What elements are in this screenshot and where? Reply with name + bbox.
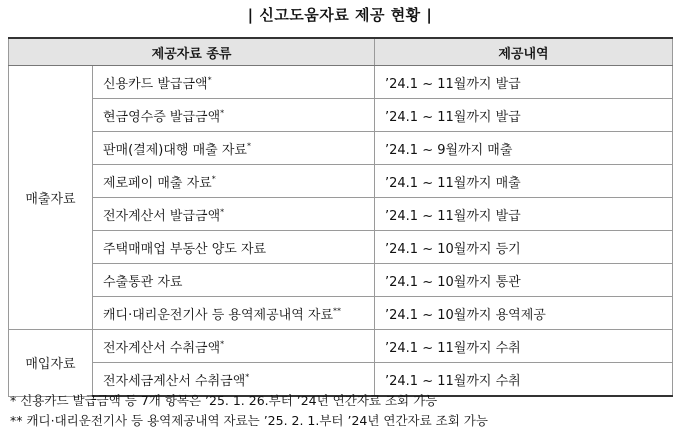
detail-cell: ’24.1 ~ 11월까지 발급: [375, 66, 673, 99]
footnote-mark: *: [207, 75, 212, 85]
item-cell: [93, 231, 375, 264]
table-row: [9, 132, 673, 165]
item-label: 판매(결제)대행 매출 자료: [103, 142, 247, 158]
detail-cell: ’24.1 ~ 11월까지 수취: [375, 330, 673, 363]
table-row: [9, 66, 673, 99]
table-row: [9, 231, 673, 264]
detail-cell: ’24.1 ~ 11월까지 수취: [375, 363, 673, 397]
item-label: 수출통관 자료: [103, 274, 183, 290]
table-row: [9, 264, 673, 297]
item-label: 전자계산서 수취금액: [103, 340, 221, 356]
footnote-mark: *: [211, 174, 216, 184]
category-cell: 매출자료: [9, 66, 93, 330]
item-cell: [93, 330, 375, 363]
table-row: [9, 198, 673, 231]
item-label: 신용카드 발급금액: [103, 76, 208, 92]
detail-cell: ’24.1 ~ 11월까지 발급: [375, 198, 673, 231]
footnote-mark: *: [245, 372, 250, 382]
table-row: [9, 99, 673, 132]
item-label: 제로페이 매출 자료: [103, 175, 212, 191]
footnotes: [10, 391, 488, 431]
detail-cell: ’24.1 ~ 11월까지 발급: [375, 99, 673, 132]
item-cell: [93, 198, 375, 231]
item-label: 전자세금계산서 수취금액: [103, 373, 246, 389]
detail-cell: ’24.1 ~ 10월까지 용역제공: [375, 297, 673, 330]
detail-cell: ’24.1 ~ 9월까지 매출: [375, 132, 673, 165]
item-cell: [93, 66, 375, 99]
header-detail: 제공내역: [375, 38, 673, 66]
item-cell: [93, 132, 375, 165]
detail-cell: ’24.1 ~ 10월까지 등기: [375, 231, 673, 264]
item-label: 주택매매업 부동산 양도 자료: [103, 241, 267, 257]
item-label: 전자계산서 발급금액: [103, 208, 221, 224]
category-cell: 매입자료: [9, 330, 93, 397]
table-header-row: [9, 38, 673, 66]
footnote-mark: *: [220, 339, 225, 349]
detail-cell: ’24.1 ~ 11월까지 매출: [375, 165, 673, 198]
footnote-2: ** 캐디·대리운전기사 등 용역제공내역 자료는 ’25. 2. 1.부터 ’24년 연간자료 조회 가능: [10, 413, 488, 428]
item-cell: [93, 264, 375, 297]
detail-cell: ’24.1 ~ 10월까지 통관: [375, 264, 673, 297]
footnote-mark: *: [220, 207, 225, 217]
table-row: [9, 297, 673, 330]
item-cell: [93, 297, 375, 330]
footnote-mark: **: [333, 306, 342, 316]
item-label: 현금영수증 발급금액: [103, 109, 221, 125]
header-data-type: 제공자료 종류: [9, 38, 375, 66]
table-row: [9, 330, 673, 363]
page-title: | 신고도움자료 제공 현황 |: [247, 6, 433, 24]
item-cell: [93, 165, 375, 198]
table-body: [9, 66, 673, 397]
item-cell: [93, 99, 375, 132]
item-label: 캐디·대리운전기사 등 용역제공내역 자료: [103, 307, 334, 323]
footnote-mark: *: [247, 141, 251, 151]
table-row: [9, 165, 673, 198]
footnote-1: * 신용카드 발급금액 등 7개 항목은 ’25. 1. 26.부터 ’24년 연간자료 조회 가능: [10, 393, 438, 408]
footnote-mark: *: [220, 108, 225, 118]
report-table: [8, 37, 673, 397]
